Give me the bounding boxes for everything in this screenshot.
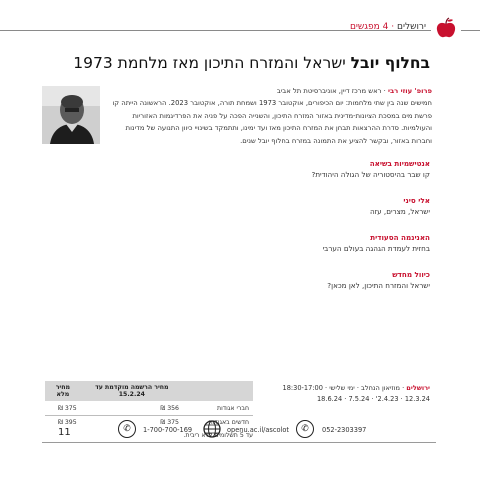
price-early: 356 ₪ xyxy=(81,402,183,416)
lecturer-details: · ראש מרכז דיין, אוניברסיטת תל אביב xyxy=(276,87,386,95)
description-text: חמישים שנה בין שתי מלחמות: יום הכיפורים, אוקטובר 1973 ושמחת תורה, אוקטובר 2023. הראשונה הייתה קו פרשת מים במסכת הציונות-מדינית באזור המזרח התיכון, והשנייה הפכה על פניה את הפרדיגמות האזוריות והעולמיות. סדרת ההרצאות תבחן את המזרח התיכון מאז ועד ימינו, ותתמקד בשינויי כיוון התנועה של מדינות וחברות באזור, ובקשר להציע את התמונה במזרח בחלוף יובל שנים. xyxy=(112,99,432,145)
list-item xyxy=(110,195,430,217)
globe-icon[interactable] xyxy=(203,420,221,438)
header-meetings: 4 מפגשים xyxy=(349,22,389,32)
lecture-topic: בחזית לעמדת הגהגה בעולם הערבי xyxy=(322,244,430,253)
title-bold: בחלוף יובל xyxy=(350,54,430,72)
lecture-heading: כיוול מחדש xyxy=(392,270,430,279)
price-table xyxy=(45,381,253,429)
header-separator: · xyxy=(391,22,395,32)
phone-number-1[interactable]: 1-700-700-169 xyxy=(143,426,193,434)
price-row-label: חדשים באגודות xyxy=(183,416,253,430)
price-full: 395 ₪ xyxy=(45,416,81,430)
phone-number-2[interactable]: 052-2303397 xyxy=(322,426,367,434)
schedule-info xyxy=(283,383,430,404)
lecturer-photo xyxy=(42,86,100,144)
lecture-heading: אלי סיני xyxy=(403,196,430,205)
price-col-full: מחיר מלא xyxy=(45,381,81,402)
lecture-topic: ישראל והמזרח התיכון, לאן מכאן? xyxy=(327,281,430,290)
header-breadcrumb xyxy=(350,22,426,32)
list-item xyxy=(110,269,430,291)
header-section: ירושלים xyxy=(396,22,426,32)
info-dates: 12.3.24 · 2.4.23' · 7.5.24 · 18.6.24 xyxy=(316,394,430,403)
list-item xyxy=(110,232,430,254)
website-link[interactable]: openu.ac.il/ascolot xyxy=(227,426,289,434)
lecture-list xyxy=(110,158,430,306)
page-title xyxy=(73,54,430,72)
lecture-topic: ישראל, מצרים, עזה xyxy=(369,207,430,216)
lecture-heading: האנינמה הסעודית xyxy=(370,233,430,242)
price-early: 375 ₪ xyxy=(81,416,183,430)
phone-icon[interactable]: ✆ xyxy=(118,420,136,438)
page-number: 11 xyxy=(58,427,71,438)
price-row-label: חברי אגודות xyxy=(183,402,253,416)
info-city: ירושלים xyxy=(406,384,430,392)
price-col-early: מחיר הרשמה מוקדמת עד 15.2.24 xyxy=(81,381,183,402)
info-venue: · מוזיאון הנחלב · ימי שלישי · 18:30-17:00 xyxy=(282,384,405,392)
lecture-heading: אנטישמיות בשיאה xyxy=(369,159,430,168)
list-item xyxy=(110,158,430,180)
price-full: 375 ₪ xyxy=(45,402,81,416)
price-note: עד 5 תשלומים ללא ריבית. xyxy=(183,432,253,439)
table-row xyxy=(45,402,253,416)
footer-rule xyxy=(42,442,436,443)
apple-icon xyxy=(431,16,461,40)
lecturer-name: פרופ' עוזי רבי xyxy=(387,87,432,95)
lecture-topic: קו שבר בהיסטוריה של הגולה היהודית? xyxy=(311,170,430,179)
phone-icon[interactable]: ✆ xyxy=(296,420,314,438)
title-rest: ישראל והמזרח התיכון מאז מלחמת 1973 xyxy=(73,54,346,72)
lecturer-line xyxy=(110,85,432,97)
lecture-description xyxy=(110,85,432,147)
